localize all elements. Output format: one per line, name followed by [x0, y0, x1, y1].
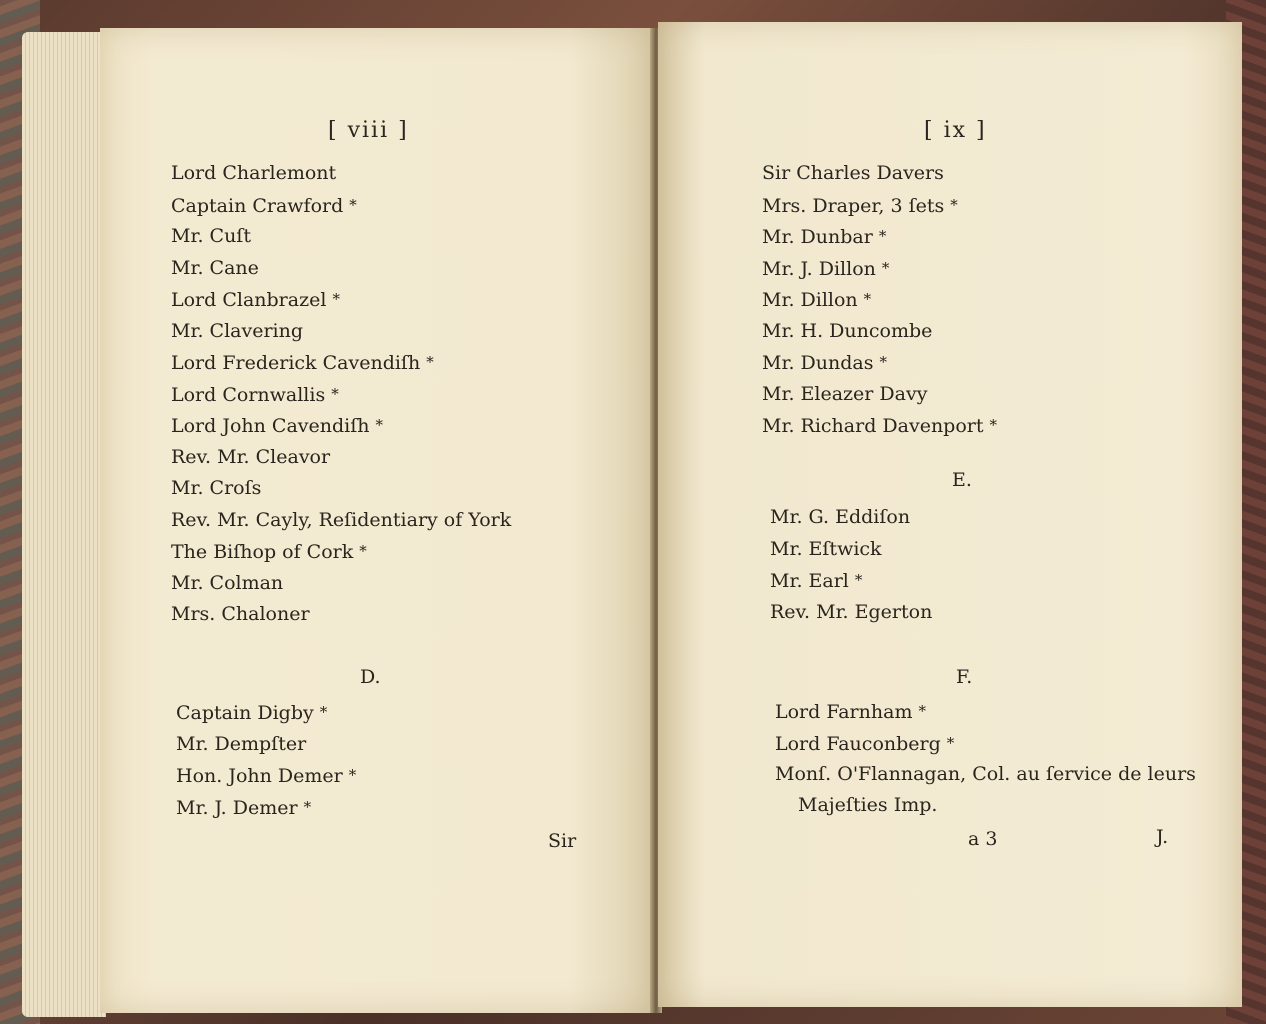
catchword-left: Sir: [548, 830, 577, 852]
subscriber-entry: [762, 410, 997, 442]
asterisk-mark: *: [881, 258, 890, 277]
subscriber-list-e: [770, 502, 932, 628]
asterisk-mark: *: [348, 766, 357, 784]
subscriber-entry: [775, 696, 1196, 728]
subscriber-entry: [762, 221, 997, 253]
subscriber-name: Mr. Dempſter: [176, 732, 307, 755]
subscriber-entry: [171, 284, 511, 316]
left-page: [100, 28, 652, 1013]
subscriber-entry: [770, 534, 932, 566]
subscriber-entry: [171, 316, 511, 348]
asterisk-mark: *: [989, 416, 997, 434]
subscriber-entry: [176, 729, 356, 761]
subscriber-entry: [176, 760, 356, 792]
asterisk-mark: *: [918, 702, 926, 720]
asterisk-mark: *: [375, 416, 383, 434]
subscriber-entry: [171, 442, 511, 474]
subscriber-entry: [775, 728, 1196, 760]
signature-mark: a 3: [968, 828, 998, 850]
asterisk-mark: *: [863, 290, 872, 308]
asterisk-mark: *: [349, 195, 357, 214]
subscriber-list-d-continued: [762, 158, 997, 442]
subscriber-name: Captain Digby: [176, 702, 314, 724]
subscriber-name: Lord Clanbrazel: [171, 289, 327, 311]
subscriber-entry: [171, 599, 511, 631]
subscriber-name: Lord Charlemont: [171, 162, 337, 184]
subscriber-entry: [762, 253, 997, 285]
subscriber-entry: [171, 347, 511, 379]
subscriber-entry: [171, 190, 511, 222]
subscriber-name: Mrs. Draper, 3 ſets: [762, 194, 945, 217]
subscriber-name: Mr. Dunbar: [762, 226, 873, 248]
subscriber-entry: [762, 347, 997, 379]
subscriber-entry: [775, 759, 1196, 791]
subscriber-entry: [171, 253, 511, 285]
subscriber-name: Lord John Cavendiſh: [171, 415, 370, 437]
subscriber-name: Lord Frederick Cavendiſh: [171, 352, 421, 374]
subscriber-list-c: [171, 158, 511, 631]
subscriber-name: Hon. John Demer: [176, 765, 343, 787]
right-page: [658, 22, 1242, 1007]
subscriber-entry: [171, 568, 511, 600]
subscriber-name: Mr. J. Dillon: [762, 257, 876, 280]
subscriber-name: Mr. Croſs: [171, 477, 262, 499]
asterisk-mark: *: [426, 353, 434, 371]
subscriber-entry: [176, 792, 356, 824]
asterisk-mark: *: [303, 797, 312, 816]
subscriber-list-d: [176, 697, 356, 823]
subscriber-name: Mr. Cuſt: [171, 225, 251, 247]
subscriber-entry: [176, 697, 356, 729]
subscriber-entry: [762, 379, 997, 411]
page-number-right: [ ix ]: [924, 118, 987, 143]
subscriber-entry: [171, 158, 511, 190]
subscriber-name: Captain Crawford: [171, 194, 344, 217]
subscriber-name: Mr. G. Eddiſon: [770, 506, 911, 528]
subscriber-entry: [171, 536, 511, 568]
subscriber-name: Rev. Mr. Cayly, Reſidentiary of York: [171, 508, 512, 531]
page-block-edges: [22, 32, 106, 1017]
subscriber-entry: [171, 505, 511, 537]
subscriber-name: Mr. Eſtwick: [770, 537, 882, 560]
subscriber-name: Mr. Colman: [171, 571, 284, 594]
subscriber-entry: [770, 565, 932, 597]
subscriber-name: Mr. Dillon: [762, 289, 858, 311]
subscriber-name: Mr. H. Duncombe: [762, 319, 933, 342]
asterisk-mark: *: [879, 353, 887, 371]
subscriber-entry: [171, 379, 511, 411]
subscriber-name: Rev. Mr. Cleavor: [171, 445, 331, 468]
asterisk-mark: *: [359, 542, 367, 560]
subscriber-entry: [171, 410, 511, 442]
catchword-right: J.: [1156, 826, 1169, 848]
entry-continuation: Majeſties Imp.: [798, 794, 938, 816]
subscriber-list-f: [775, 696, 1196, 791]
subscriber-entry: [762, 158, 997, 190]
subscriber-entry: [171, 221, 511, 253]
asterisk-mark: *: [319, 703, 328, 721]
section-heading-d: D.: [360, 666, 381, 688]
asterisk-mark: *: [331, 384, 339, 403]
subscriber-entry: [770, 502, 932, 534]
subscriber-name: Mr. Eleazer Davy: [762, 382, 928, 405]
section-heading-f: F.: [956, 666, 973, 688]
subscriber-entry: [171, 473, 511, 505]
subscriber-name: Mr. Clavering: [171, 319, 304, 342]
subscriber-name: Mrs. Chaloner: [171, 603, 310, 625]
subscriber-name: The Biſhop of Cork: [171, 541, 354, 563]
subscriber-name: Mr. J. Demer: [176, 796, 298, 819]
subscriber-name: Mr. Cane: [171, 256, 259, 279]
subscriber-name: Monſ. O'Flannagan, Col. au ſervice de leurs: [775, 763, 1196, 785]
subscriber-entry: [762, 316, 997, 348]
subscriber-name: Rev. Mr. Egerton: [770, 600, 933, 623]
subscriber-entry: [762, 190, 997, 222]
subscriber-name: Lord Cornwallis: [171, 383, 326, 406]
asterisk-mark: *: [946, 733, 955, 752]
subscriber-name: Mr. Earl: [770, 570, 849, 592]
page-number-left: [ viii ]: [328, 118, 409, 143]
subscriber-name: Sir Charles Davers: [762, 162, 944, 184]
subscriber-name: Lord Fauconberg: [775, 732, 941, 755]
section-heading-e: E.: [952, 469, 972, 491]
asterisk-mark: *: [854, 571, 863, 589]
asterisk-mark: *: [878, 227, 887, 245]
subscriber-entry: [770, 597, 932, 629]
subscriber-name: Mr. Dundas: [762, 352, 874, 374]
asterisk-mark: *: [950, 195, 958, 214]
subscriber-name: Mr. Richard Davenport: [762, 415, 984, 437]
subscriber-name: Lord Farnham: [775, 701, 913, 723]
subscriber-entry: [762, 284, 997, 316]
asterisk-mark: *: [332, 290, 340, 308]
